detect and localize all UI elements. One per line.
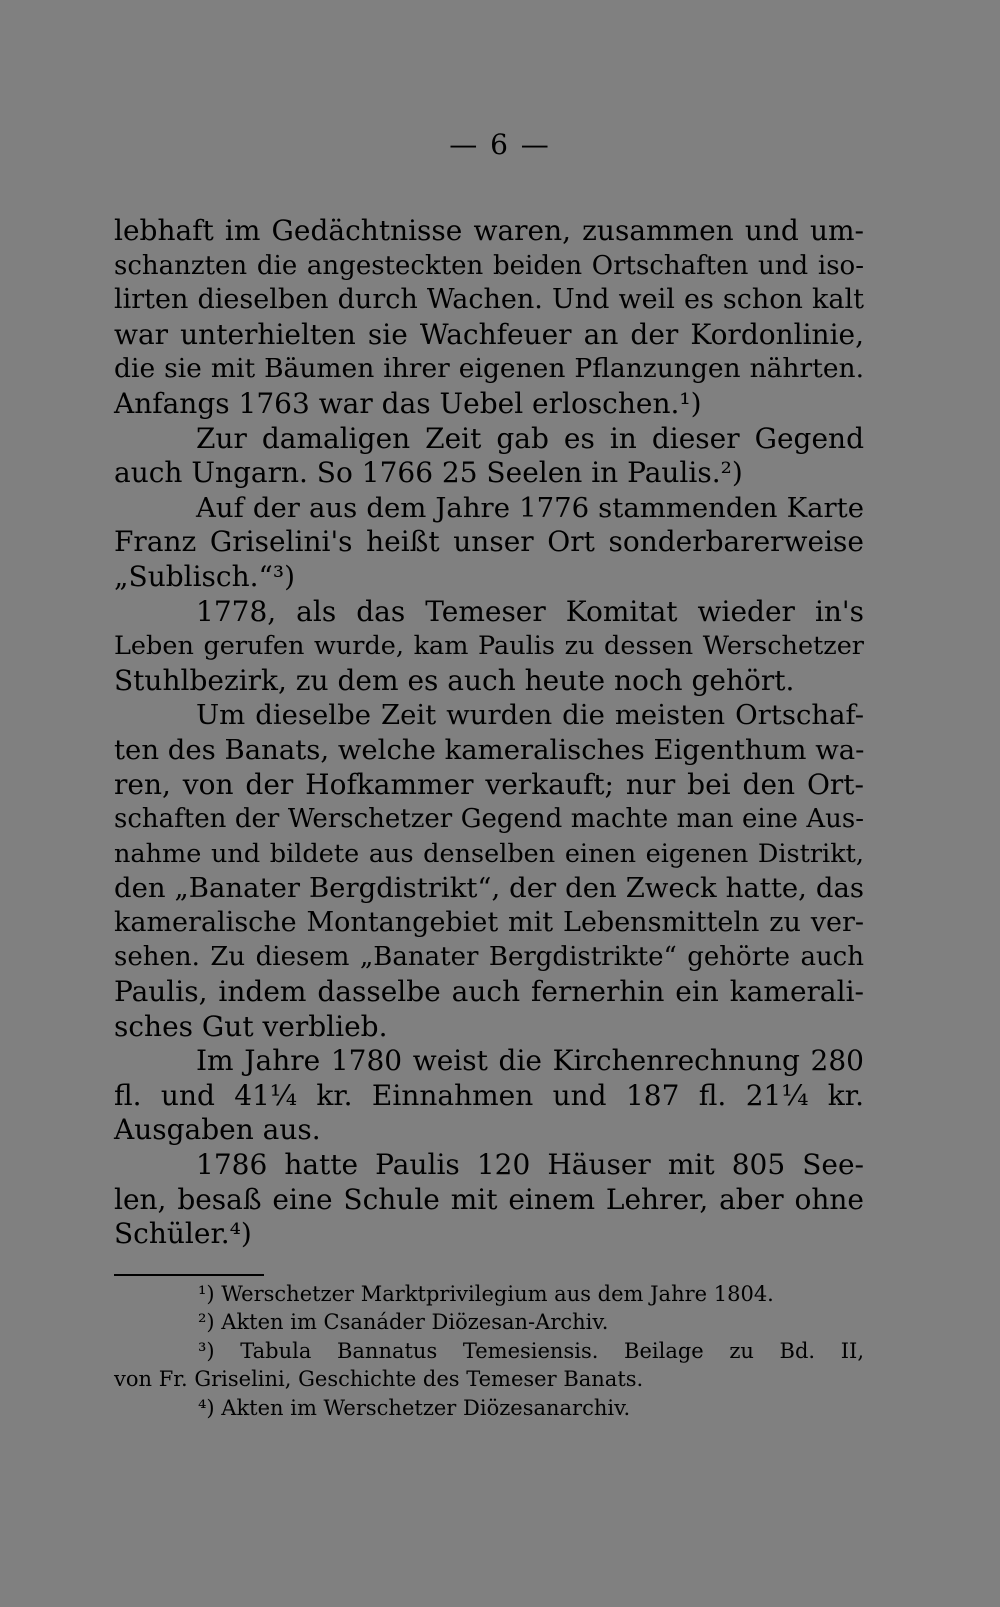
text-line: Leben gerufen wurde, kam Paulis zu dessen Werschetzer (114, 631, 864, 662)
footnote-3: ³) Tabula Bannatus Temesiensis. Beilage zu Bd. II, (198, 1338, 864, 1363)
text-line: Ausgaben aus. (114, 1113, 321, 1147)
text-line: len, besaß eine Schule mit einem Lehrer, aber ohne (114, 1182, 864, 1216)
text-line: sehen. Zu diesem „Banater Bergdistrikte“ gehörte auch (114, 942, 864, 973)
text-line: „Sublisch.“³) (114, 559, 296, 593)
footnote-4: ⁴) Akten im Werschetzer Diözesanarchiv. (198, 1395, 631, 1420)
text-line: Paulis, indem dasselbe auch fernerhin ein kamerali- (114, 975, 864, 1009)
text-line: Stuhlbezirk, zu dem es auch heute noch gehört. (114, 663, 795, 697)
text-line: 1778, als das Temeser Komitat wieder in's (196, 594, 864, 628)
footnote-3-continued: von Fr. Griselini, Geschichte des Temeser Banats. (114, 1367, 644, 1392)
text-line: nahme und bildete aus denselben einen eigenen Distrikt, (114, 838, 864, 869)
text-line: war unterhielten sie Wachfeuer an der Kordonlinie, (114, 317, 864, 351)
text-line: den „Banater Bergdistrikt“, der den Zweck hatte, das (114, 872, 864, 905)
text-line: auch Ungarn. So 1766 25 Seelen in Paulis.²) (114, 456, 743, 490)
body-text (114, 214, 864, 1252)
page-number: — 6 — (449, 128, 551, 161)
text-line: die sie mit Bäumen ihrer eigenen Pflanzungen nährten. (114, 353, 864, 385)
text-line: kameralische Montangebiet mit Lebensmitteln zu ver- (114, 906, 864, 938)
footnotes (114, 1280, 864, 1422)
text-line: 1786 hatte Paulis 120 Häuser mit 805 See- (196, 1148, 864, 1182)
text-line: schanzten die angesteckten beiden Ortschaften und iso- (114, 250, 864, 281)
footnote-2: ²) Akten im Csanáder Diözesan-Archiv. (198, 1310, 609, 1335)
text-line: Zur damaligen Zeit gab es in dieser Gegend (196, 421, 864, 455)
text-line: lebhaft im Gedächtnisse waren, zusammen und um- (114, 214, 864, 247)
text-line: schaften der Werschetzer Gegend machte man eine Aus- (114, 804, 864, 835)
text-line: Anfangs 1763 war das Uebel erloschen.¹) (114, 386, 702, 420)
text-line: lirten dieselben durch Wachen. Und weil es schon kalt (114, 284, 864, 316)
text-line: ten des Banats, welche kameralisches Eigenthum wa- (114, 733, 865, 766)
text-line: Franz Griselini's heißt unser Ort sonderbarerweise (114, 525, 864, 559)
text-line: Um dieselbe Zeit wurden die meisten Ortschaf- (196, 699, 864, 732)
text-line: Im Jahre 1780 weist die Kirchenrechnung 280 (196, 1044, 864, 1078)
footnote-1: ¹) Werschetzer Marktprivilegium aus dem Jahre 1804. (198, 1282, 774, 1306)
text-line: ren, von der Hofkammer verkauft; nur bei den Ort- (114, 767, 864, 801)
text-line: Schüler.⁴) (114, 1217, 252, 1251)
footnote-divider (114, 1274, 264, 1276)
text-line: sches Gut verblieb. (114, 1009, 388, 1043)
text-line: fl. und 41¼ kr. Einnahmen und 187 fl. 21¼ kr. (114, 1078, 864, 1112)
text-line: Auf der aus dem Jahre 1776 stammenden Karte (196, 491, 864, 524)
